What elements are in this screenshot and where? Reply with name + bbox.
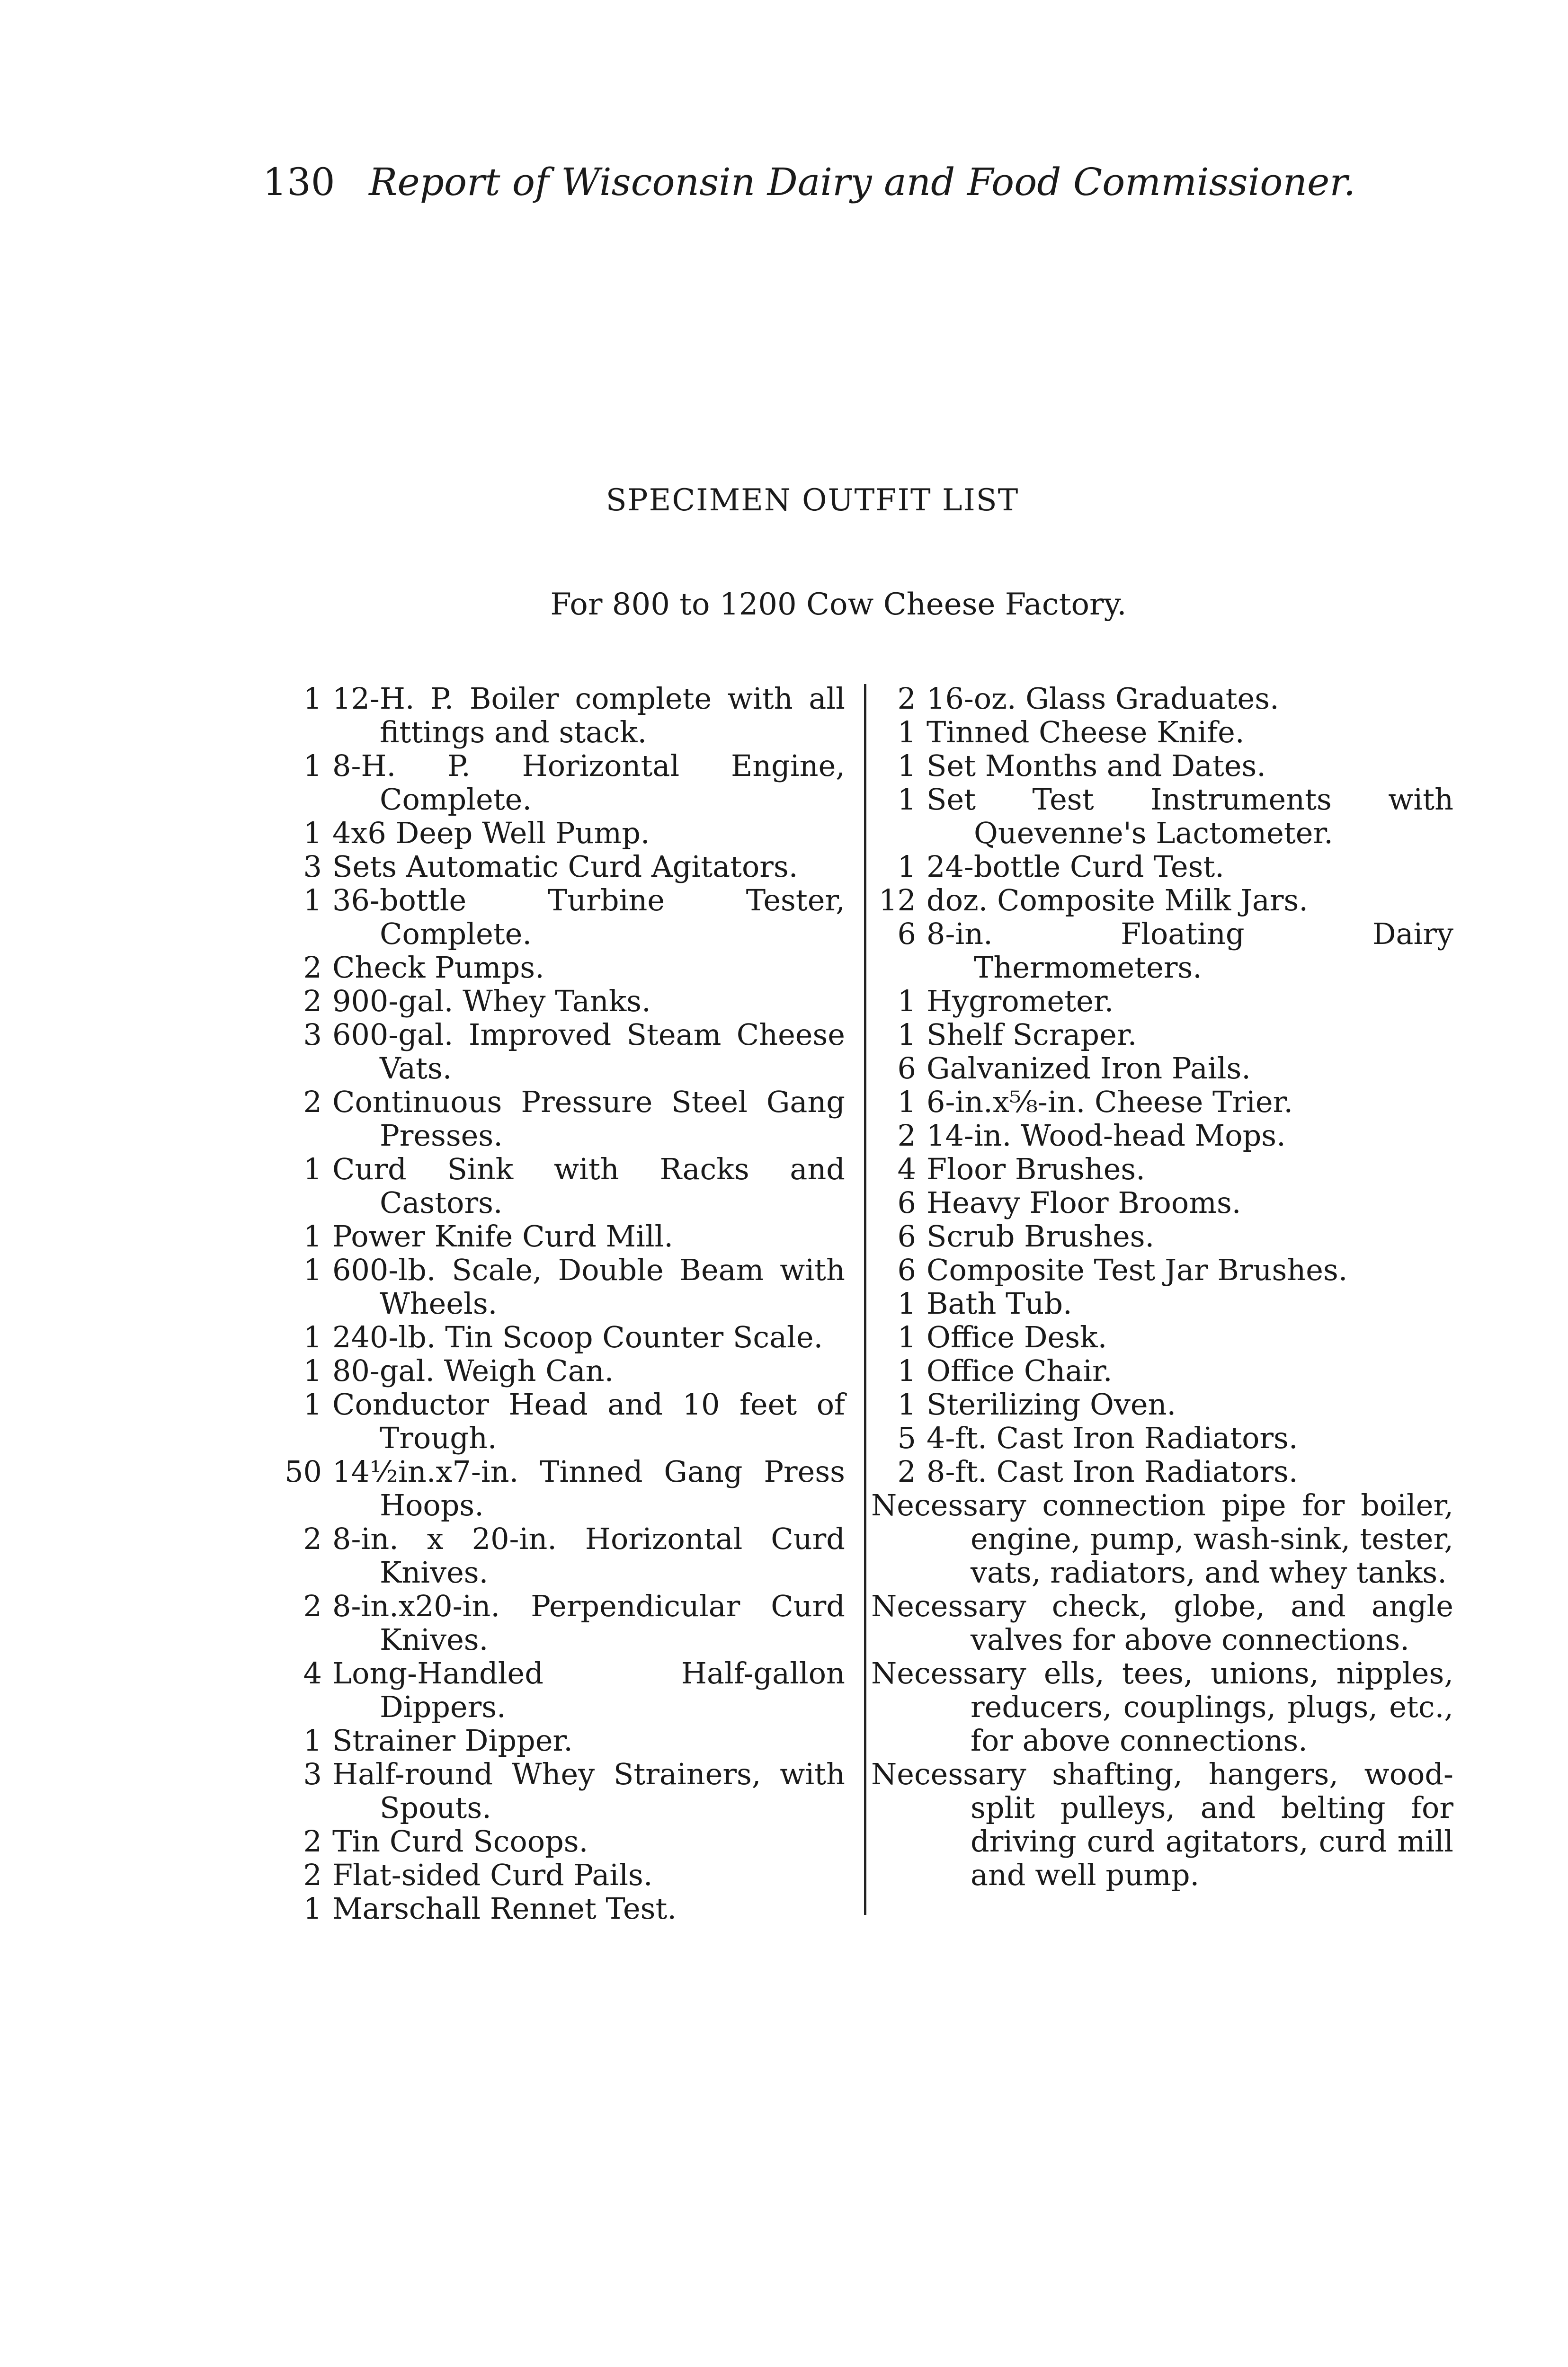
item-quantity: 1 [897, 984, 916, 1018]
necessary-note: Necessary ells, tees, unions, nipples, reducers, couplings, plugs, etc., for above connections. [871, 1656, 1453, 1758]
item-quantity: 1 [303, 883, 322, 917]
item-description: Check Pumps. [332, 950, 544, 985]
list-item [279, 1219, 845, 1253]
item-description: Long-Handled Half-gallon Dippers. [332, 1656, 845, 1724]
item-description: Sterilizing Oven. [927, 1387, 1176, 1422]
list-item [871, 984, 1453, 1018]
item-description: 14½in.x7-in. Tinned Gang Press Hoops. [332, 1454, 845, 1522]
item-quantity: 6 [897, 1051, 916, 1086]
item-quantity: 1 [897, 1387, 916, 1422]
running-title: Report of Wisconsin Dairy and Food Commissioner. [369, 160, 1356, 204]
item-description: Flat-sided Curd Pails. [332, 1858, 653, 1892]
item-quantity: 1 [303, 1353, 322, 1388]
list-item [279, 1522, 845, 1589]
page-number: 130 [263, 160, 335, 204]
item-quantity: 5 [897, 1421, 916, 1455]
list-item [871, 1253, 1453, 1287]
list-item [279, 1018, 845, 1085]
item-description: Galvanized Iron Pails. [927, 1051, 1251, 1086]
list-item [279, 1253, 845, 1320]
item-description: 900-gal. Whey Tanks. [332, 984, 651, 1018]
list-item [871, 1085, 1453, 1119]
item-description: Half-round Whey Strainers, with Spouts. [332, 1757, 845, 1825]
item-quantity: 6 [897, 917, 916, 951]
list-item [279, 1388, 845, 1455]
item-quantity: 1 [303, 1891, 322, 1926]
list-item [871, 917, 1453, 984]
right-column [871, 682, 1453, 1892]
list-item [279, 850, 845, 883]
column-divider [864, 684, 866, 1915]
item-quantity: 2 [303, 1589, 322, 1623]
item-quantity: 2 [303, 950, 322, 985]
item-description: Power Knife Curd Mill. [332, 1219, 674, 1254]
item-quantity: 3 [303, 849, 322, 884]
list-item [871, 1119, 1453, 1152]
list-item [279, 1152, 845, 1219]
item-description: Bath Tub. [927, 1286, 1072, 1321]
item-quantity: 2 [303, 1824, 322, 1859]
page-header [263, 160, 1356, 204]
list-item [279, 984, 845, 1018]
list-item [871, 883, 1453, 917]
item-quantity: 1 [897, 1353, 916, 1388]
item-quantity: 6 [897, 1185, 916, 1220]
item-description: Sets Automatic Curd Agitators. [332, 849, 798, 884]
item-quantity: 4 [897, 1152, 916, 1186]
list-item [279, 816, 845, 850]
item-quantity: 1 [303, 816, 322, 850]
item-quantity: 4 [303, 1656, 322, 1691]
list-item [279, 1656, 845, 1724]
item-description: 8-in. Floating Dairy Thermometers. [927, 917, 1453, 985]
item-quantity: 2 [303, 1085, 322, 1119]
item-quantity: 1 [303, 1152, 322, 1186]
item-quantity: 6 [897, 1253, 916, 1287]
necessary-note: Necessary connection pipe for boiler, engine, pump, wash-sink, tester, vats, radiators, and whey tanks. [871, 1488, 1453, 1590]
item-quantity: 2 [897, 1118, 916, 1153]
list-item [279, 1320, 845, 1354]
item-description: Shelf Scraper. [927, 1017, 1137, 1052]
list-item [871, 1320, 1453, 1354]
list-item [871, 1219, 1453, 1253]
item-description: Continuous Pressure Steel Gang Presses. [332, 1085, 845, 1153]
necessary-note: Necessary check, globe, and angle valves for above connections. [871, 1589, 1453, 1657]
item-description: Marschall Rennet Test. [332, 1891, 677, 1926]
item-quantity: 12 [879, 883, 916, 917]
item-description: 8-in.x20-in. Perpendicular Curd Knives. [332, 1589, 845, 1657]
item-quantity: 1 [303, 1253, 322, 1287]
item-description: Hygrometer. [927, 984, 1114, 1018]
item-quantity: 1 [897, 849, 916, 884]
list-item [279, 1724, 845, 1757]
list-item [279, 1892, 845, 1925]
item-description: 600-gal. Improved Steam Cheese Vats. [332, 1017, 845, 1086]
list-item [279, 749, 845, 816]
item-description: doz. Composite Milk Jars. [927, 883, 1309, 917]
list-item [279, 883, 845, 951]
item-quantity: 1 [897, 782, 916, 817]
list-item [871, 1186, 1453, 1219]
item-quantity: 1 [303, 748, 322, 783]
item-description: 8-H. P. Horizontal Engine, Complete. [332, 748, 845, 817]
item-description: Curd Sink with Racks and Castors. [332, 1152, 845, 1220]
item-description: 12-H. P. Boiler complete with all fittings and stack. [332, 681, 845, 749]
list-item [871, 1388, 1453, 1421]
list-item [871, 1455, 1453, 1488]
item-quantity: 2 [303, 1522, 322, 1556]
list-item [279, 1824, 845, 1858]
list-item [871, 1354, 1453, 1388]
item-description: Heavy Floor Brooms. [927, 1185, 1241, 1220]
item-description: 8-in. x 20-in. Horizontal Curd Knives. [332, 1522, 845, 1590]
item-quantity: 6 [897, 1219, 916, 1254]
list-item [279, 1757, 845, 1824]
list-item [279, 1085, 845, 1152]
list-item [871, 1051, 1453, 1085]
item-description: 240-lb. Tin Scoop Counter Scale. [332, 1320, 823, 1354]
item-description: Set Test Instruments with Quevenne's Lactometer. [927, 782, 1453, 850]
list-item [871, 1421, 1453, 1455]
list-title: SPECIMEN OUTFIT LIST [606, 483, 1019, 518]
item-quantity: 1 [303, 1219, 322, 1254]
item-quantity: 2 [303, 1858, 322, 1892]
item-quantity: 3 [303, 1017, 322, 1052]
item-quantity: 1 [303, 1387, 322, 1422]
item-quantity: 1 [303, 1723, 322, 1758]
list-item [279, 682, 845, 749]
list-item [279, 951, 845, 984]
item-quantity: 3 [303, 1757, 322, 1791]
list-item [871, 1018, 1453, 1051]
item-description: Strainer Dipper. [332, 1723, 573, 1758]
item-quantity: 2 [897, 1454, 916, 1489]
list-subtitle: For 800 to 1200 Cow Cheese Factory. [550, 587, 1127, 622]
item-description: Office Chair. [927, 1353, 1113, 1388]
item-description: 36-bottle Turbine Tester, Complete. [332, 883, 845, 951]
item-description: Floor Brushes. [927, 1152, 1145, 1186]
necessary-note: Necessary shafting, hangers, wood-split pulleys, and belting for driving curd agitators, curd mill and well pump. [871, 1757, 1453, 1892]
item-quantity: 1 [897, 1286, 916, 1321]
list-item [871, 749, 1453, 783]
list-item [279, 1858, 845, 1892]
item-quantity: 2 [303, 984, 322, 1018]
item-description: 8-ft. Cast Iron Radiators. [927, 1454, 1298, 1489]
item-description: 16-oz. Glass Graduates. [927, 681, 1279, 716]
item-quantity: 1 [897, 1017, 916, 1052]
list-item [871, 1152, 1453, 1186]
item-description: Tin Curd Scoops. [332, 1824, 588, 1859]
list-item [871, 682, 1453, 715]
list-item [279, 1589, 845, 1656]
list-item [279, 1354, 845, 1388]
item-description: Scrub Brushes. [927, 1219, 1155, 1254]
item-description: Office Desk. [927, 1320, 1107, 1354]
item-quantity: 1 [303, 681, 322, 716]
list-item [279, 1455, 845, 1522]
list-item [871, 715, 1453, 749]
item-description: Conductor Head and 10 feet of Trough. [332, 1387, 845, 1455]
list-item [871, 1287, 1453, 1320]
item-quantity: 1 [897, 1320, 916, 1354]
item-description: 6-in.x⅝-in. Cheese Trier. [927, 1085, 1293, 1119]
item-description: 600-lb. Scale, Double Beam with Wheels. [332, 1253, 845, 1321]
item-quantity: 50 [285, 1454, 322, 1489]
item-description: 24-bottle Curd Test. [927, 849, 1224, 884]
item-description: 4x6 Deep Well Pump. [332, 816, 650, 850]
item-description: Tinned Cheese Knife. [927, 715, 1245, 749]
left-column [279, 682, 845, 1925]
list-item [871, 850, 1453, 883]
item-description: Set Months and Dates. [927, 748, 1266, 783]
item-description: 80-gal. Weigh Can. [332, 1353, 614, 1388]
item-description: Composite Test Jar Brushes. [927, 1253, 1348, 1287]
item-quantity: 1 [897, 1085, 916, 1119]
item-quantity: 1 [897, 748, 916, 783]
item-quantity: 1 [897, 715, 916, 749]
item-description: 14-in. Wood-head Mops. [927, 1118, 1286, 1153]
item-quantity: 2 [897, 681, 916, 716]
item-quantity: 1 [303, 1320, 322, 1354]
item-description: 4-ft. Cast Iron Radiators. [927, 1421, 1298, 1455]
list-item [871, 783, 1453, 850]
